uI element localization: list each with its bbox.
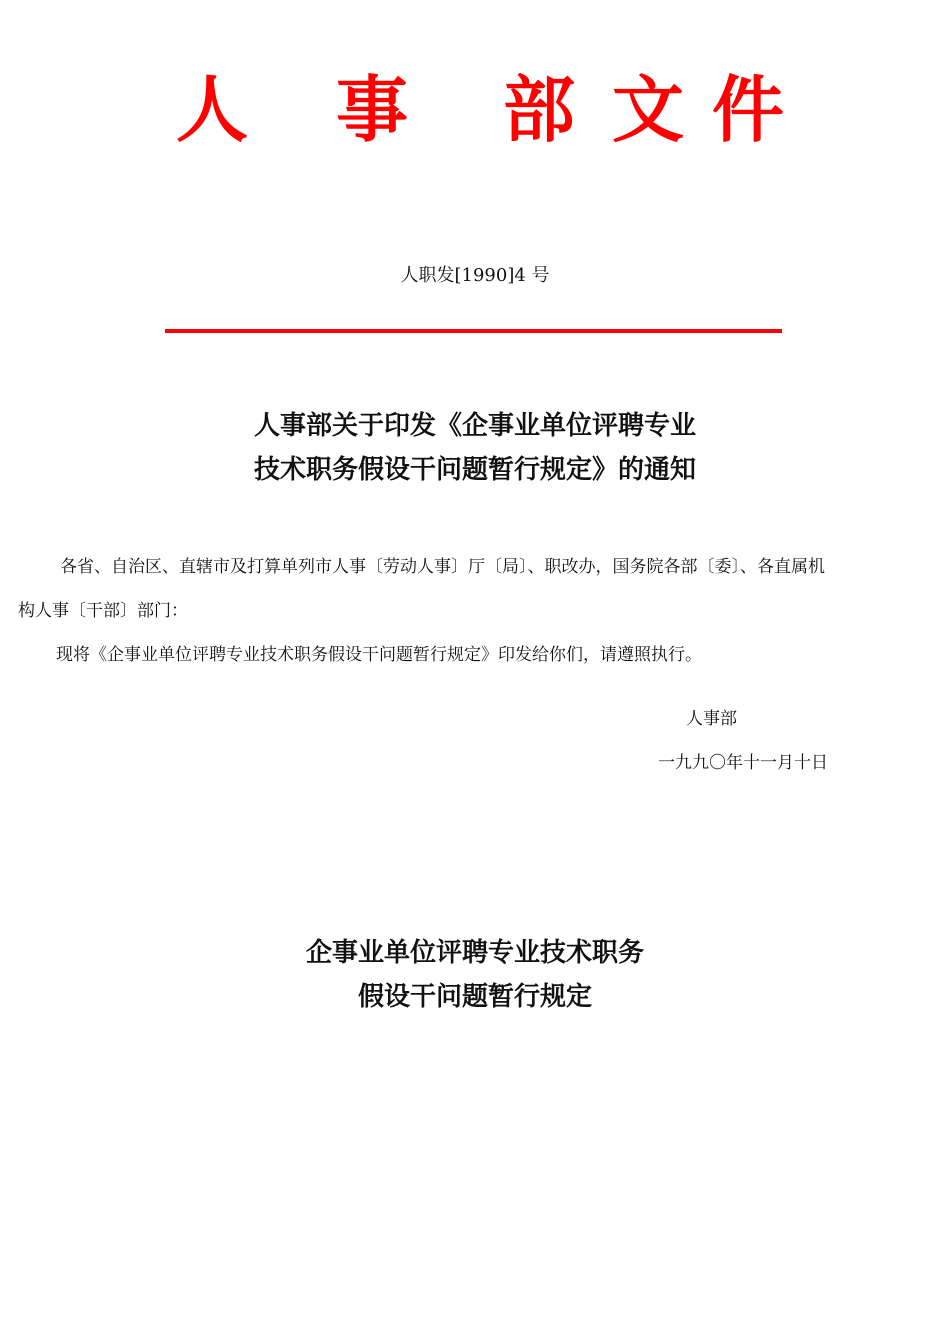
- header-char-ren: 人: [176, 68, 249, 152]
- header-char-jian: 件: [712, 68, 785, 152]
- notice-title-line2: 技术职务假设干问题暂行规定》的通知: [253, 455, 696, 485]
- issue-date: 一九九〇年十一月十日: [658, 753, 828, 773]
- addressee-line2: 构人事〔干部〕部门：: [18, 601, 188, 621]
- header-char-shi: 事: [336, 68, 409, 152]
- header-char-bu: 部: [503, 68, 576, 152]
- addressee-line1: 各省、自治区、直辖市及打算单列市人事〔劳动人事〕厅〔局〕、职改办，国务院各部〔委〕、各直属机: [60, 557, 825, 577]
- instruction-paragraph: 现将《企事业单位评聘专业技术职务假设干问题暂行规定》印发给你们，请遵照执行。: [56, 645, 702, 665]
- red-separator-rule: [165, 329, 782, 333]
- regulation-title-line1: 企事业单位评聘专业技术职务: [305, 938, 644, 968]
- header-char-wen: 文: [612, 68, 685, 152]
- document-number: 人职发[1990]4 号: [400, 265, 550, 286]
- issuer-signature: 人事部: [686, 709, 737, 729]
- regulation-title-line2: 假设干问题暂行规定: [357, 982, 592, 1012]
- notice-title-line1: 人事部关于印发《企事业单位评聘专业: [253, 411, 696, 441]
